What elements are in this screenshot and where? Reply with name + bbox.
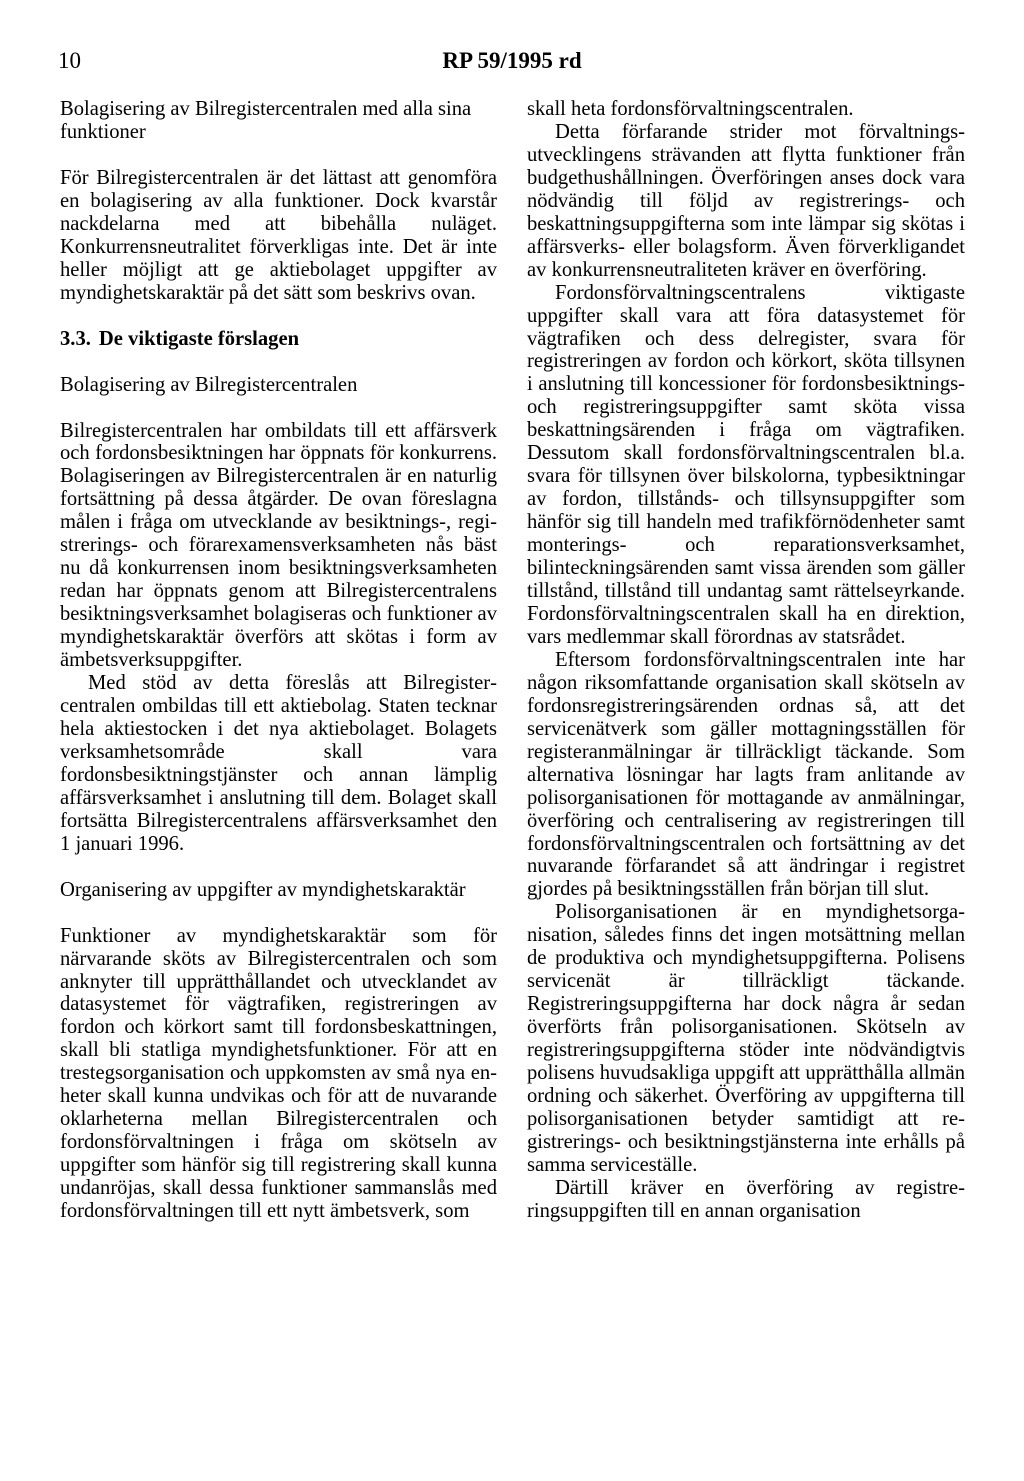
right-column: [527, 98, 965, 1223]
paragraph-fordonsforvaltningscentralen-namn: skall heta fordonsförvaltningscentralen.: [527, 98, 854, 120]
paragraph-viktigaste-uppgifter: Fordonsförvaltningscentralens viktigaste uppgifter skall vara att föra datasystemet för vägtrafiken och dess delregister, svara för registreringen av fordon och körkort, sköta tillsynen i anslutning till koncessioner för fordonsbesiktnings- och registreringsuppgifter samt sköta vissa beskattningsärenden i fråga om vägtrafiken. Dessutom skall fordonsförvaltningscentralen bl.a. svara för tillsynen över bilskolorna, typbesiktningar av fordon, tillstånds- och tillsynsuppgifter som hänför sig till handeln med trafikförnödenheter samt monterings- och reparationsverksamhet, bilinteckningsärenden samt vissa ärenden som gäller tillstånd, tillstånd till undantag samt rättelseyrkande. Fordonsförvaltningscentralen skall ha en direktion, vars medlemmar skall förordnas av statsrådet.: [527, 281, 965, 648]
section-number: 3.3.: [60, 327, 91, 350]
section-title: De viktigaste förslagen: [98, 327, 300, 350]
subheading-bolagisering-alla-funktioner: Bolagisering av Bilregistercentralen med alla sina funktioner: [60, 98, 472, 143]
paragraph-aktiebolag: Med stöd av detta föreslås att Bilregistercentralen ombildas till ett aktiebolag. Staten tecknar hela aktiestocken i det nya aktiebolaget. Bolagets verksamhetsområde skall vara fordonsbesiktningstjänster och annan lämplig affärsverksamhet i anslutning till dem. Bolaget skall fortsätta Bilregistercentralens affärsverksamhet den 1 januari 1996.: [60, 672, 497, 855]
paragraph-riksomfattande-organisation: Eftersom fordonsförvaltningscentralen inte har någon riksomfattande organisation skall skötseln av fordonsregistreringsärenden ordnas så, att det servicenätverk som gäller mottagningsställen för registeranmälningar är tillräckligt täckande. Som alternativa lösningar har lagts fram anlitande av polisorganisationen för mottagande av anmälningar, överföring och centralisering av registreringen till fordonsförvaltningscentralen och fortsättning av det nuvarande förfarandet så att ändringar i registret gjordes på besiktningsställen från början till slut.: [527, 648, 965, 901]
paragraph-forvaltningsutveckling: Detta förfarande strider mot förvaltningsutvecklingens strävanden att flytta funktioner från budgethushållningen. Överföringen anses dock vara nödvändig till följd av registrerings- och beskattningsuppgifterna som inte lämpar sig skötas i affärsverks- eller bolagsform. Även förverkligandet av konkurrensneutraliteten kräver en överföring.: [527, 120, 965, 281]
document-id: RP 59/1995 rd: [442, 48, 582, 73]
paragraph-polisorganisationen: Polisorganisationen är en myndighetsorganisation, således finns det ingen motsättning mellan de produktiva och myndighetsuppgifterna. Polisens servicenät är tillräckligt täckande. Registreringsuppgifterna har dock några år sedan överförts från polisorganisationen. Skötseln av registreringsuppgifterna stöder inte nödvändigtvis polisens huvudsakliga uppgift att upprätthålla allmän ordning och säkerhet. Överföring av uppgifterna till polisorganisationen betyder samtidigt att registrerings- och besiktningstjänsterna inte erhålls på samma serviceställe.: [527, 901, 965, 1176]
page-number: 10: [58, 48, 81, 73]
section-heading: [60, 328, 497, 351]
paragraph-affarsverk: Bilregistercentralen har ombildats till ett affärsverk och fordonsbesiktningen har öppnats för konkurrens. Bolagiseringen av Bilregistercentralen är en naturlig fortsättning på dessa åtgärder. De ovan föreslagna målen i fråga om utvecklande av besiktnings-, registrerings- och förarexamensverksamheten nås bäst nu då konkurrensen inom besiktningsverksamheten redan har öppnats genom att Bilregistercentralens besiktningsverksamhet bolagiseras och funktioner av myndighetskaraktär överförs att skötas i form av ämbetsverksuppgifter.: [60, 419, 497, 672]
subheading-bolagisering-bilregistercentralen: Bolagisering av Bilregistercentralen: [60, 373, 358, 396]
paragraph-dartill: Därtill kräver en överföring av registreringsuppgiften till en annan organisation: [527, 1176, 965, 1222]
paragraph-lattast-bolagisering: För Bilregistercentralen är det lättast att genomföra en bolagisering av alla funktioner. Dock kvarstår nackdelarna med att bibehålla nuläget. Konkurrensneutralitet förverkligas inte. Det är inte heller möjligt att ge aktiebolaget uppgifter av myndighetskaraktär på det sätt som beskrivs ovan.: [60, 166, 497, 304]
left-column: [60, 98, 497, 1223]
paragraph-myndighetsfunktioner: Funktioner av myndighetskaraktär som för närvarande sköts av Bilregistercentralen och som anknyter till upprätthållandet och utvecklandet av datasystemet för vägtrafiken, registreringen av fordon och körkort samt till fordonsbeskattningen, skall bli statliga myndighetsfunktioner. För att en trestegsorganisation och uppkomsten av små nya enheter skall kunna undvikas och för att de nuvarande oklarheterna mellan Bilregistercentralen och fordonsförvaltningen i fråga om skötseln av uppgifter som hänför sig till registrering skall kunna undanröjas, skall dessa funktioner sammanslås med fordonsförvaltningen till ett nytt ämbetsverk, som: [60, 924, 497, 1223]
subheading-organisering-uppgifter: Organisering av uppgifter av myndighetskaraktär: [60, 878, 466, 901]
